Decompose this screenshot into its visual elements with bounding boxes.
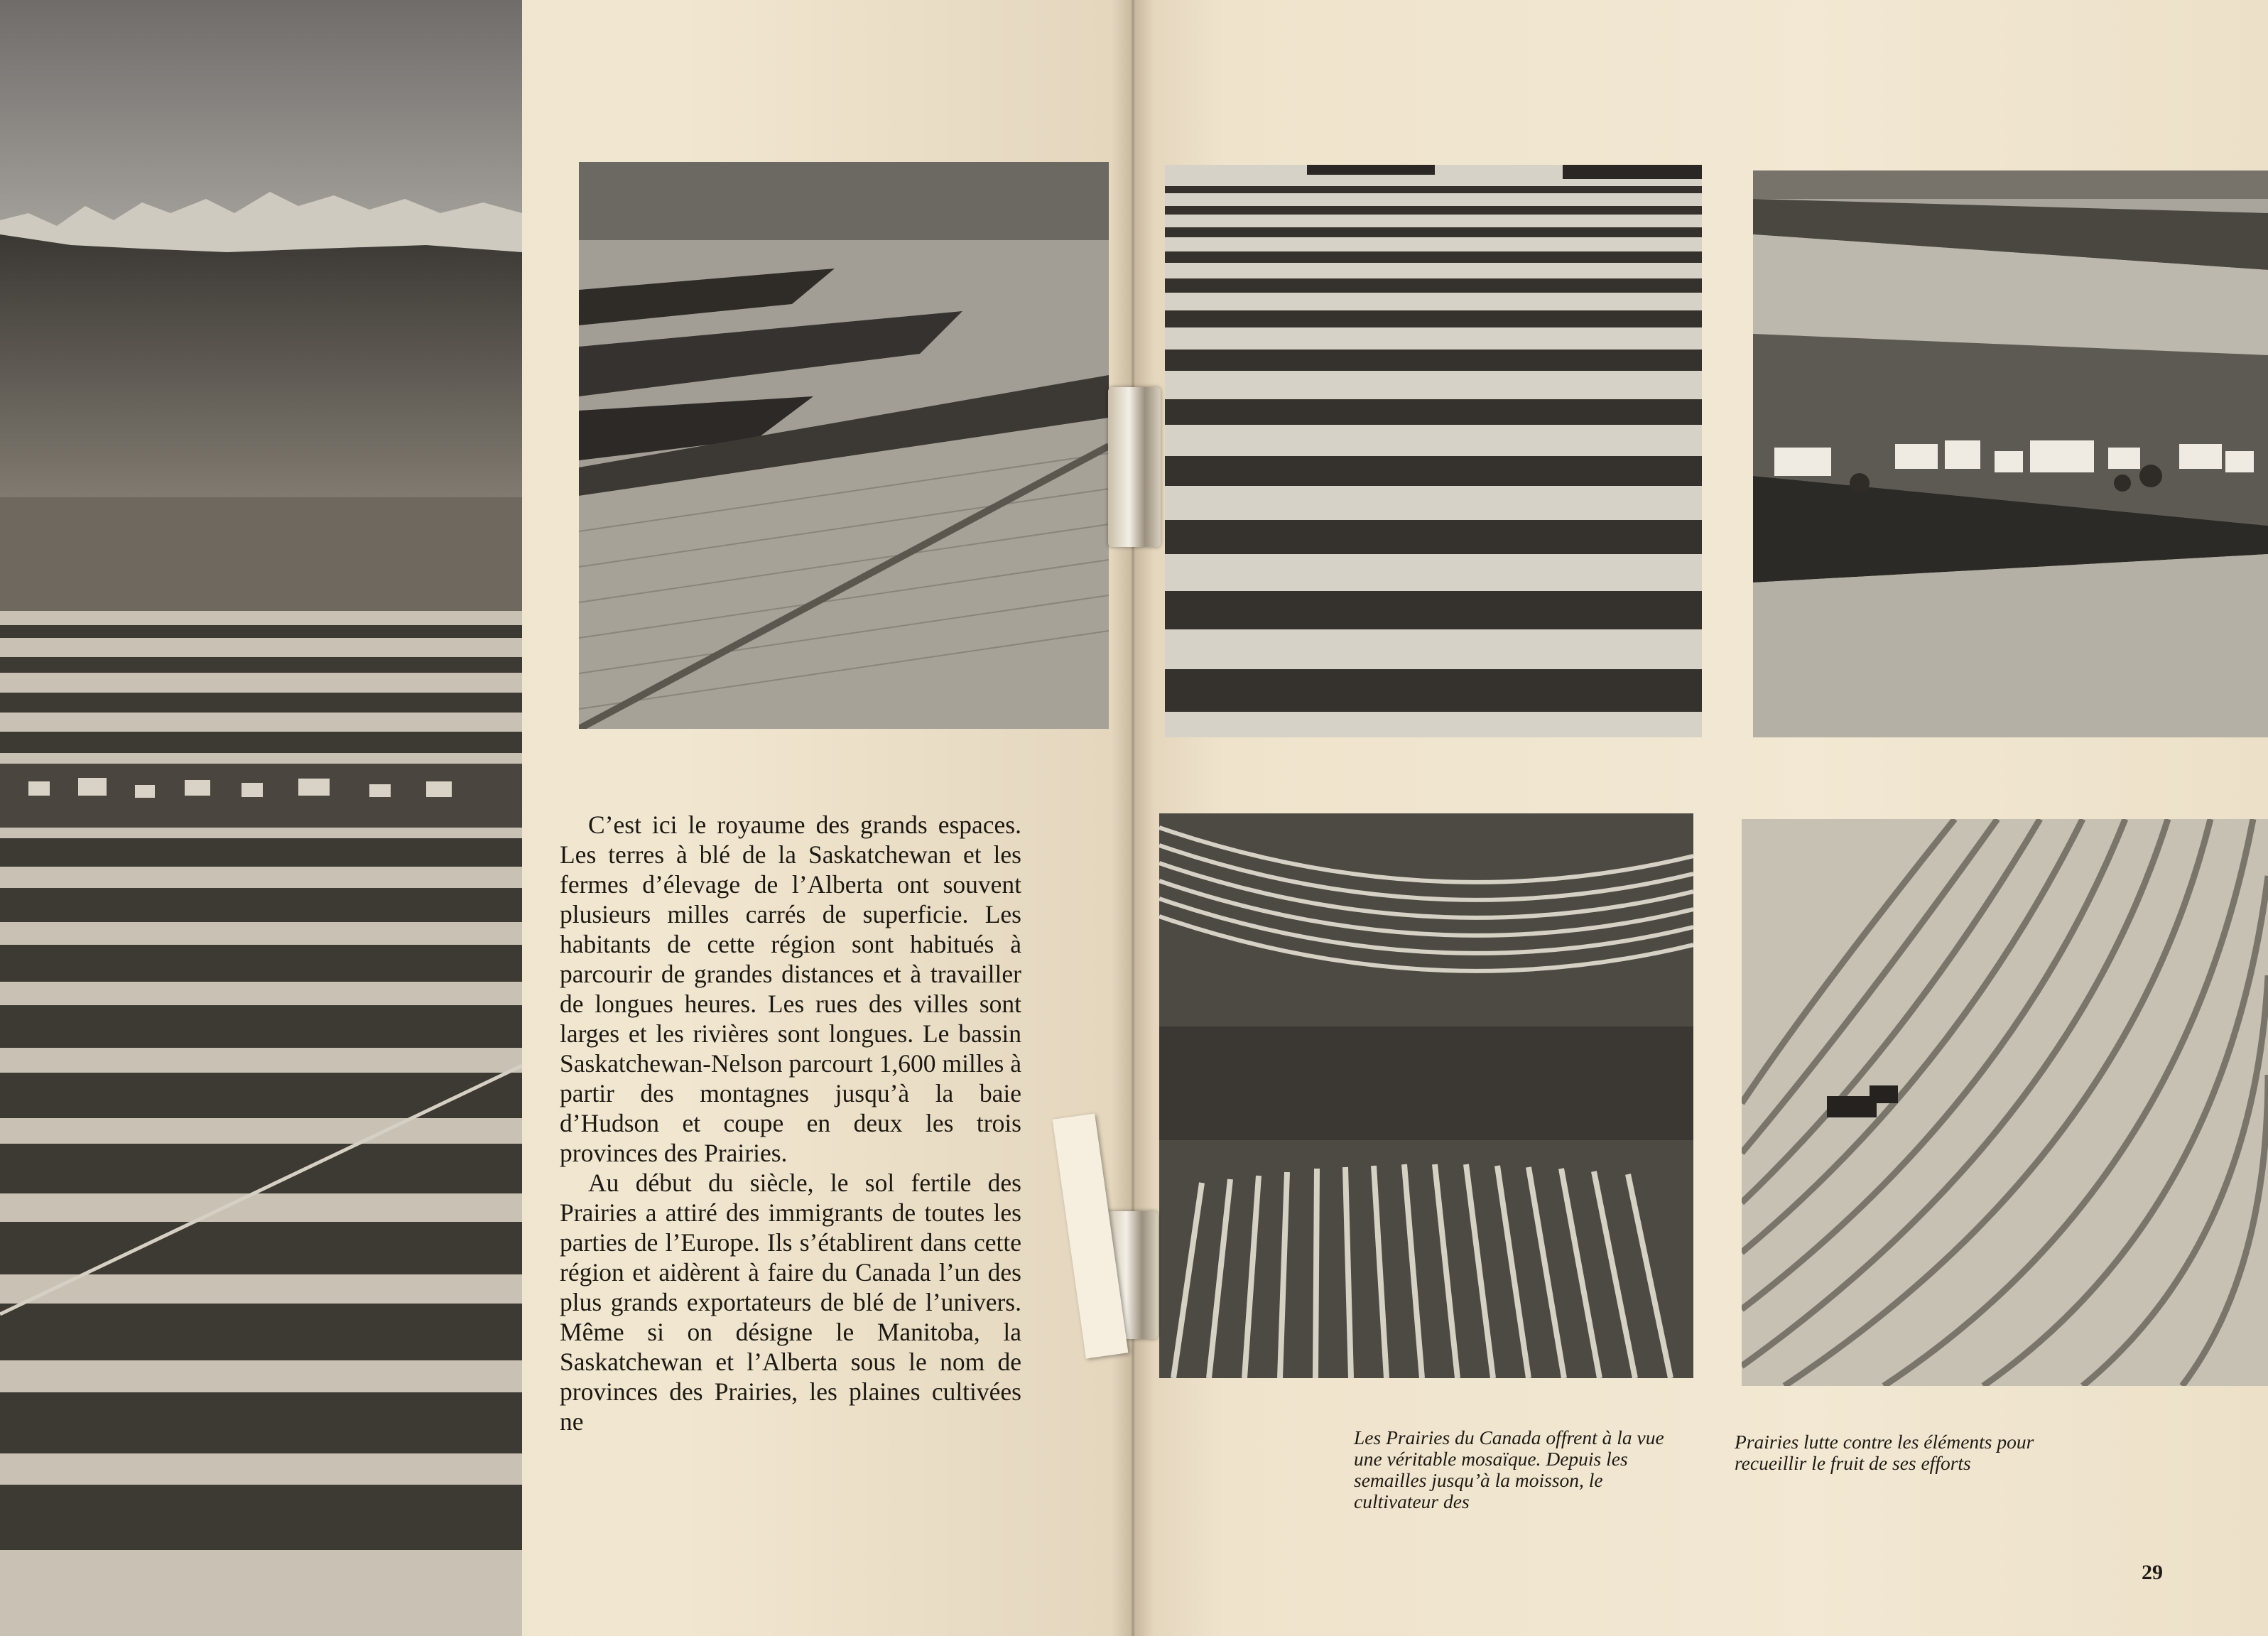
photo-farmstead	[1753, 170, 2268, 737]
body-paragraph-1: C’est ici le royaume des grands espaces. Les terres à blé de la Saskatchewan et les fermes d’élevage de l’Alberta ont souvent plusieurs milles carrés de superficie. Les habitants de cette région sont habitués à parcourir de grandes distances et à travailler de longues heures. Les rues des villes sont larges et les rivières sont longues. Le bassin Saskatchewan-Nelson parcourt 1,600 milles à partir des montagnes jusqu’à la baie d’Hudson et coupe en deux les trois provinces des Prairies.	[560, 811, 1021, 1167]
photo-diagonal-fields	[579, 162, 1109, 729]
photo-caption-right: Prairies lutte contre les éléments pour recueillir le fruit de ses efforts	[1735, 1431, 2034, 1474]
staple-top	[1108, 387, 1161, 547]
photo-caption-left: Les Prairies du Canada offrent à la vue une véritable mosaïque. Depuis les semailles jusqu’à la moisson, le cultivateur des	[1354, 1426, 1664, 1512]
body-paragraph-2: Au début du siècle, le sol fertile des Prairies a attiré des immigrants de toutes les parties de l’Europe. Ils s’établirent dans cette région et aidèrent à faire du Canada l’un des plus grands exportateurs de blé de l’univers. Même si on désigne le Manitoba, la Saskatchewan et l’Alberta sous le nom de provinces des Prairies, les plaines cultivées ne	[560, 1169, 1021, 1436]
spine-gutter	[1112, 0, 1154, 1636]
photo-combine-harvest	[1742, 819, 2268, 1386]
photo-curved-furrows	[1159, 813, 1693, 1378]
photo-horizontal-strips	[1165, 165, 1702, 737]
body-text	[560, 810, 1021, 1436]
photo-mountains-and-strip-fields	[0, 0, 522, 1636]
page-number: 29	[2142, 1561, 2163, 1584]
